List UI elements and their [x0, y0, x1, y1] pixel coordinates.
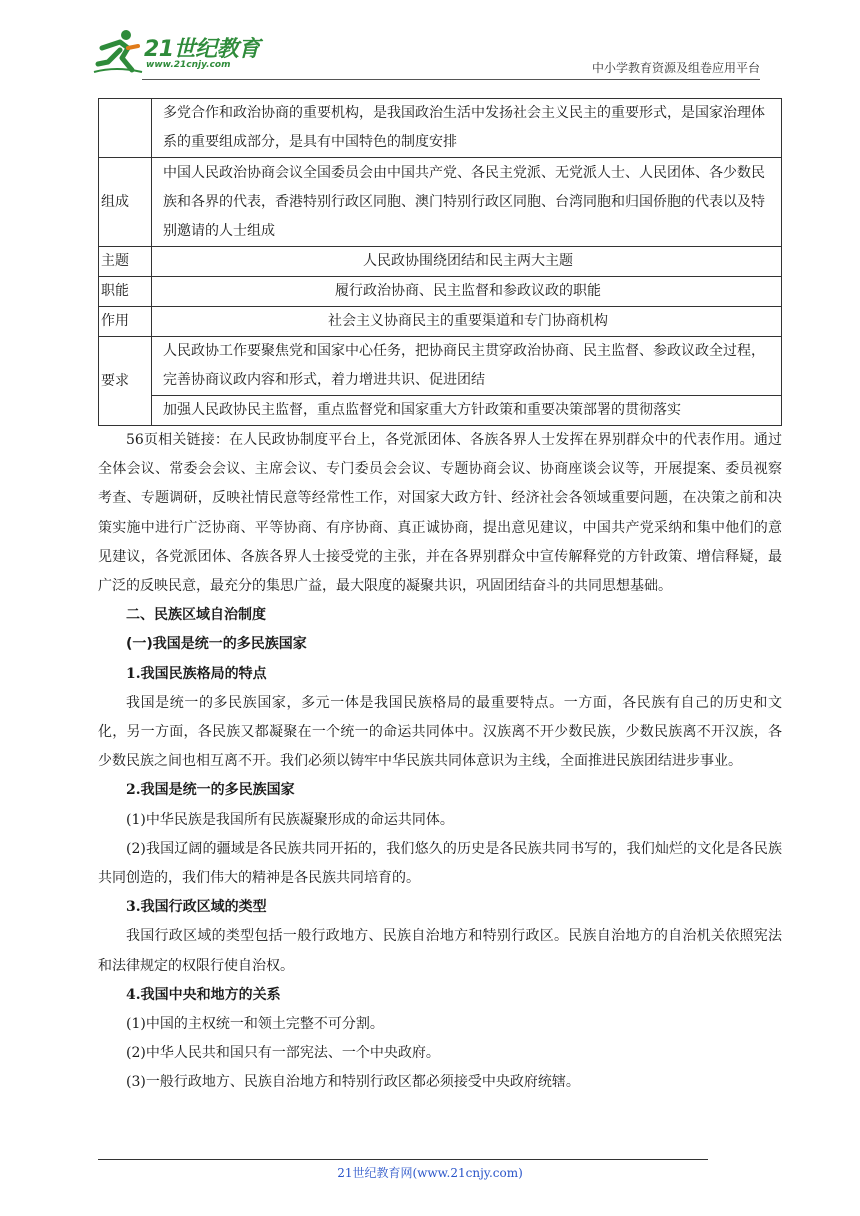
row-value: 人民政协围绕团结和民主两大主题: [152, 247, 782, 277]
footer-link[interactable]: 21世纪教育网(www.21cnjy.com): [337, 1166, 523, 1180]
row-key: 职能: [99, 277, 152, 307]
row-value: 多党合作和政治协商的重要机构，是我国政治生活中发扬社会主义民主的重要形式，是国家治理体系的重要组成部分，是具有中国特色的制度安排: [152, 99, 782, 158]
table-row: [99, 158, 782, 247]
logo-url: www.21cnjy.com: [146, 60, 231, 70]
row-value: 人民政协工作要聚焦党和国家中心任务，把协商民主贯穿政治协商、民主监督、参政议政全过程，完善协商议政内容和形式，着力增进共识、促进团结: [152, 337, 782, 396]
footer-divider: [98, 1159, 708, 1160]
row-value: 中国人民政治协商会议全国委员会由中国共产党、各民主党派、无党派人士、人民团体、各少数民族和各界的代表，香港特别行政区同胞、澳门特别行政区同胞、台湾同胞和归国侨胞的代表以及特别邀请的人士组成: [152, 158, 782, 247]
point-heading: 1.我国民族格局的特点: [126, 665, 267, 682]
paragraph: (2)我国辽阔的疆域是各民族共同开拓的，我们悠久的历史是各民族共同书写的，我们灿烂的文化是各民族共同创造的，我们伟大的精神是各民族共同培育的。: [98, 840, 782, 887]
table-row: [99, 247, 782, 277]
logo-text: 21世纪教育: [144, 37, 260, 62]
paragraph: (2)中华人民共和国只有一部宪法、一个中央政府。: [126, 1045, 440, 1062]
table-row: [99, 277, 782, 307]
platform-name: 中小学教育资源及组卷应用平台: [591, 61, 760, 75]
point-heading: 2.我国是统一的多民族国家: [126, 782, 295, 799]
page-header: [92, 26, 760, 84]
subsection-heading: (一)我国是统一的多民族国家: [126, 636, 307, 653]
point-heading: 3.我国行政区域的类型: [126, 899, 267, 916]
row-key: 作用: [99, 307, 152, 337]
header-divider: [142, 79, 760, 80]
runner-icon: [92, 26, 144, 76]
related-link-paragraph: 56页相关链接：在人民政协制度平台上，各党派团体、各族各界人士发挥在界别群众中的代表作用。通过全体会议、常委会会议、主席会议、专门委员会会议、专题协商会议、协商座谈会议等，开展提案、委员视察考查、专题调研，反映社情民意等经常性工作，对国家大政方针、经济社会各领域重要问题，在决策之前和决策实施中进行广泛协商、平等协商、有序协商、真正诚协商，提出意见建议，中国共产党采纳和集中他们的意见建议，各党派团体、各族各界人士接受党的主张，并在各界别群众中宣传解释党的方针政策、增信释疑，最广泛的反映民意，最充分的集思广益，最大限度的凝聚共识，巩固团结奋斗的共同思想基础。: [98, 432, 782, 595]
row-value: 社会主义协商民主的重要渠道和专门协商机构: [152, 307, 782, 337]
paragraph: (1)中国的主权统一和领土完整不可分割。: [126, 1016, 384, 1033]
row-key: 组成: [99, 158, 152, 247]
table-row: [99, 99, 782, 158]
row-key: [99, 99, 152, 158]
table-row: [99, 337, 782, 396]
point-heading: 4.我国中央和地方的关系: [126, 986, 281, 1003]
main-text: [98, 426, 782, 1098]
row-key: 要求: [99, 337, 152, 426]
table-row: [99, 307, 782, 337]
row-key: 主题: [99, 247, 152, 277]
site-logo[interactable]: [92, 26, 262, 76]
cppcc-table: [98, 98, 782, 426]
row-value: 加强人民政协民主监督，重点监督党和国家重大方针政策和重要决策部署的贯彻落实: [152, 396, 782, 426]
row-value: 履行政治协商、民主监督和参政议政的职能: [152, 277, 782, 307]
paragraph: 我国是统一的多民族国家，多元一体是我国民族格局的最重要特点。一方面，各民族有自己的历史和文化，另一方面，各民族又都凝聚在一个统一的命运共同体中。汉族离不开少数民族，少数民族离不开汉族，各少数民族之间也相互离不开。我们必须以铸牢中华民族共同体意识为主线，全面推进民族团结进步事业。: [98, 694, 782, 770]
paragraph: (1)中华民族是我国所有民族凝聚形成的命运共同体。: [126, 811, 454, 828]
table-row: [99, 396, 782, 426]
paragraph: 我国行政区域的类型包括一般行政地方、民族自治地方和特别行政区。民族自治地方的自治机关依照宪法和法律规定的权限行使自治权。: [98, 928, 782, 974]
section-heading: 二、民族区域自治制度: [126, 607, 266, 624]
paragraph: (3)一般行政地方、民族自治地方和特别行政区都必须接受中央政府统辖。: [126, 1074, 580, 1091]
